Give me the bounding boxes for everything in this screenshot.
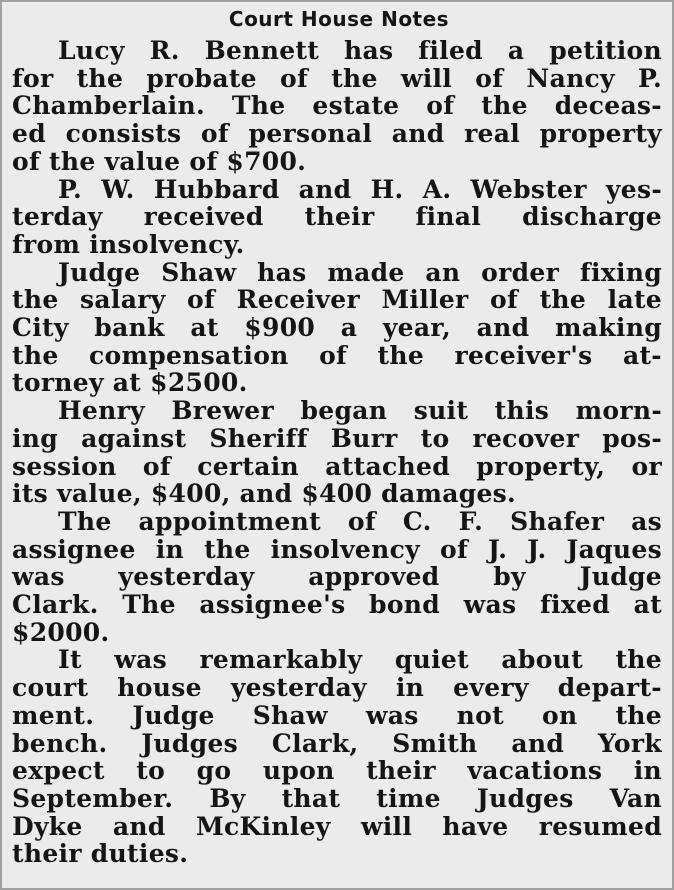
article-line: Judge Shaw has made an order fixing <box>58 257 662 287</box>
article-line: $2000. <box>12 617 110 647</box>
article-line: torney at $2500. <box>12 368 248 398</box>
article-line: Henry Brewer began suit this morn- <box>58 396 662 426</box>
article-line: ing against Sheriff Burr to recover pos- <box>12 423 662 453</box>
article-line: the compensation of the receiver's at- <box>12 340 662 370</box>
article-line: Dyke and McKinley will have resumed <box>12 811 662 841</box>
article-line: September. By that time Judges Van <box>12 783 662 813</box>
article-line: their duties. <box>12 839 189 869</box>
article-line: Lucy R. Bennett has filed a petition <box>58 36 662 65</box>
article-line: assignee in the insolvency of J. J. Jaques <box>12 534 662 564</box>
article-line: ment. Judge Shaw was not on the <box>12 700 662 730</box>
article-line: City bank at $900 a year, and making <box>12 313 662 342</box>
article-line: It was remarkably quiet about the <box>58 645 662 675</box>
article-line: for the probate of the will of Nancy P. <box>12 63 662 93</box>
article-line: The appointment of C. F. Shafer as <box>58 506 662 536</box>
article-line: Chamberlain. The estate of the deceas- <box>12 91 662 121</box>
article-line: session of certain attached property, or <box>12 451 662 481</box>
article-line: ed consists of personal and real property <box>12 119 662 149</box>
article-heading: Court House Notes <box>228 7 450 31</box>
article-line: Clark. The assignee's bond was fixed at <box>12 590 662 619</box>
article-line: the salary of Receiver Miller of the late <box>12 285 662 315</box>
article-line: of the value of $700. <box>12 146 307 176</box>
article-line: was yesterday approved by Judge <box>12 562 662 592</box>
article-line: terday received their final discharge <box>12 202 662 232</box>
article-line: from insolvency. <box>12 229 245 259</box>
article-line: its value, $400, and $400 damages. <box>12 479 517 509</box>
article-line: bench. Judges Clark, Smith and York <box>12 728 662 758</box>
article-line: court house yesterday in every depart- <box>12 673 662 703</box>
article-line: P. W. Hubbard and H. A. Webster yes- <box>58 174 662 204</box>
article-line: expect to go upon their vacations in <box>12 756 662 786</box>
